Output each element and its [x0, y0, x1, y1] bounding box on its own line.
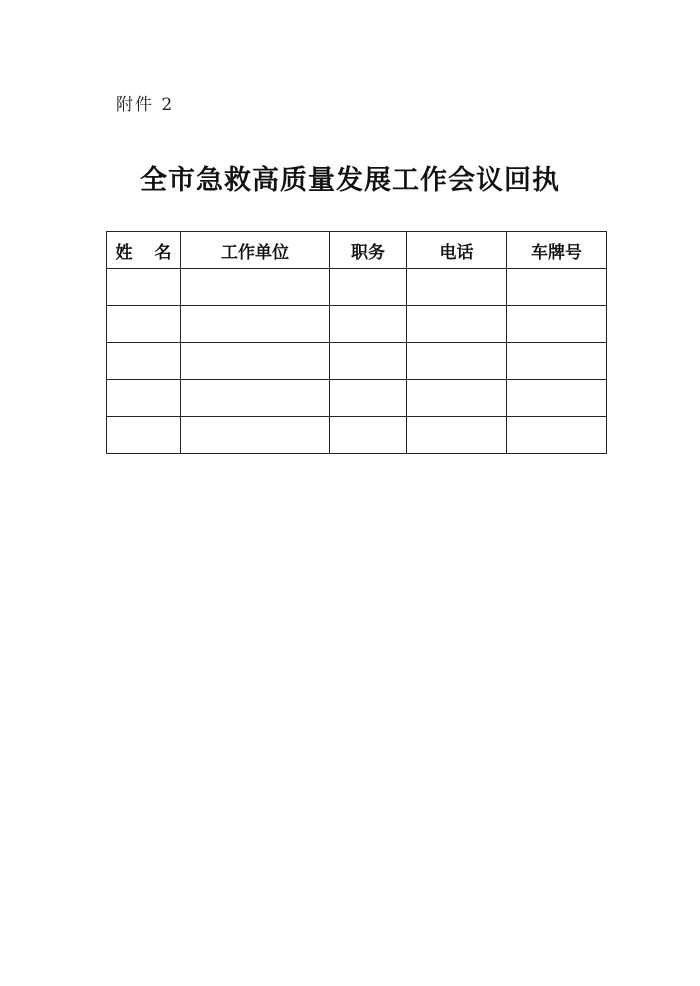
table-cell[interactable] [181, 306, 330, 343]
table-cell[interactable] [330, 269, 407, 306]
table-cell[interactable] [330, 417, 407, 454]
table-cell[interactable] [181, 380, 330, 417]
table-cell[interactable] [507, 417, 607, 454]
column-header-phone: 电话 [407, 232, 507, 269]
table-row [107, 269, 607, 306]
column-header-work-unit: 工作单位 [181, 232, 330, 269]
attachment-label: 附件 2 [116, 95, 175, 115]
reply-form-table [106, 231, 607, 454]
table-cell[interactable] [107, 269, 181, 306]
table-row [107, 343, 607, 380]
table-cell[interactable] [407, 269, 507, 306]
table-cell[interactable] [407, 343, 507, 380]
table-cell[interactable] [181, 343, 330, 380]
table-cell[interactable] [107, 306, 181, 343]
table-cell[interactable] [330, 380, 407, 417]
column-header-name-part: 名 [154, 242, 172, 263]
table-cell[interactable] [507, 380, 607, 417]
table-cell[interactable] [107, 343, 181, 380]
table-row [107, 380, 607, 417]
table-cell[interactable] [407, 380, 507, 417]
table-cell[interactable] [507, 269, 607, 306]
table-cell[interactable] [330, 306, 407, 343]
page-title: 全市急救高质量发展工作会议回执 [140, 165, 560, 196]
table-cell[interactable] [107, 417, 181, 454]
column-header-plate-number: 车牌号 [507, 232, 607, 269]
table-cell[interactable] [181, 269, 330, 306]
column-header-name [107, 232, 181, 269]
table-row [107, 417, 607, 454]
table-cell[interactable] [507, 343, 607, 380]
table-cell[interactable] [407, 417, 507, 454]
table-cell[interactable] [407, 306, 507, 343]
table-cell[interactable] [330, 343, 407, 380]
table-cell[interactable] [181, 417, 330, 454]
table-header-row [107, 232, 607, 269]
table-cell[interactable] [507, 306, 607, 343]
table-row [107, 306, 607, 343]
column-header-name-part: 姓 [115, 242, 133, 263]
column-header-position: 职务 [330, 232, 407, 269]
table-cell[interactable] [107, 380, 181, 417]
